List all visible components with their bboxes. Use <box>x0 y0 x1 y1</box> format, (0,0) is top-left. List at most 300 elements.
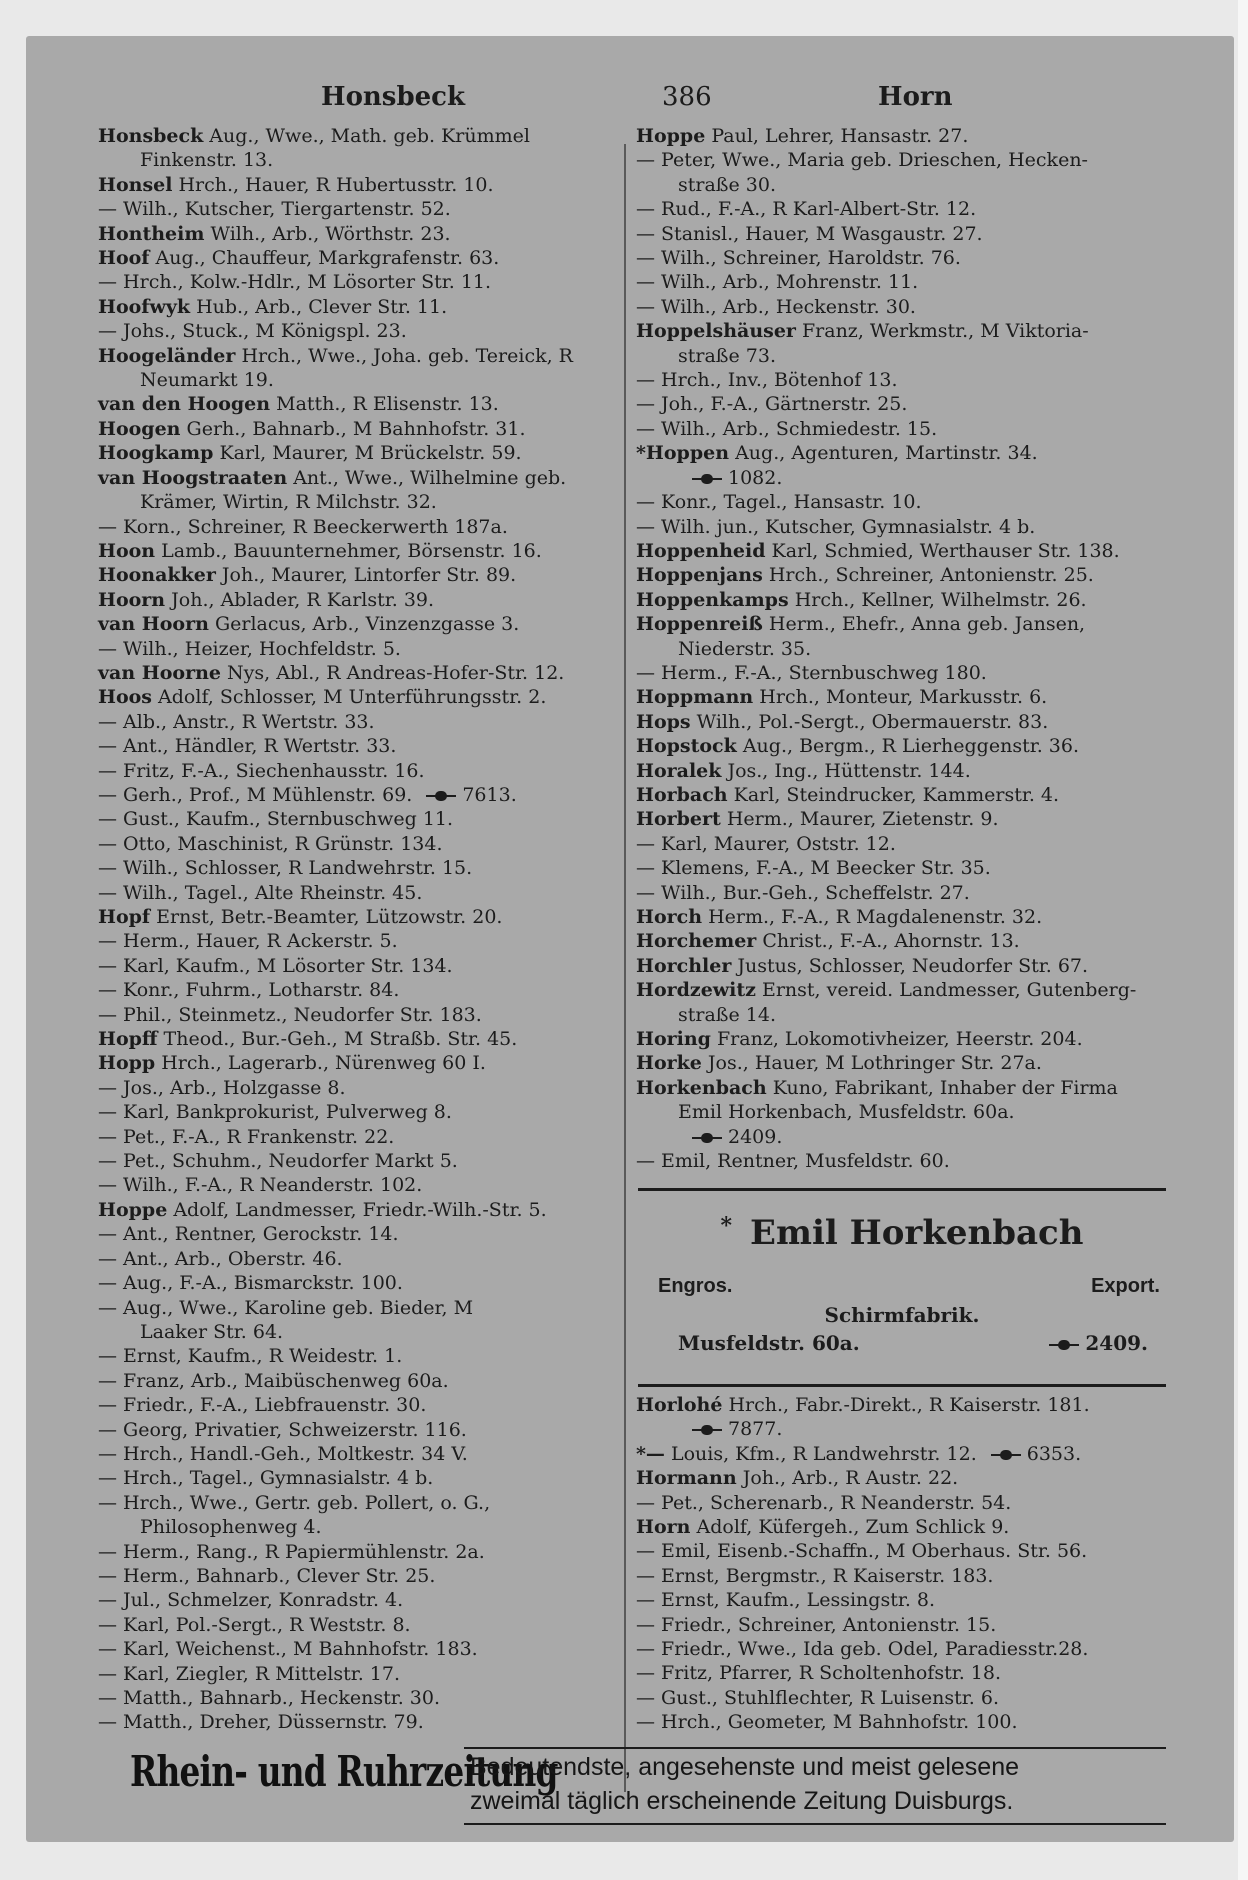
entry-details: — Alb., Anstr., R Wertstr. 33. <box>98 710 375 733</box>
footer-slogan-line2: zweimal täglich erscheinende Zeitung Duisburgs. <box>470 1787 1014 1815</box>
entry-phone: 7613. <box>462 783 517 806</box>
directory-entry <box>98 1491 643 1540</box>
entry-details: Aug., Wwe., Math. geb. Krümmel <box>203 125 530 147</box>
page-number: 386 <box>662 82 712 112</box>
entry-details: — Ernst, Kaufm., Lessingstr. 8. <box>636 1589 936 1612</box>
entry-details: — Korn., Schreiner, R Beeckerwerth 187a. <box>98 515 508 538</box>
directory-entry <box>636 1393 1166 1442</box>
entry-details: — Karl, Maurer, Oststr. 12. <box>636 832 896 855</box>
directory-entry <box>98 881 643 905</box>
directory-entry <box>98 1686 643 1710</box>
entry-details: — Herm., F.-A., Sternbuschweg 180. <box>636 661 987 684</box>
directory-entry <box>636 832 1166 856</box>
entry-name: Hopff <box>98 1028 158 1051</box>
directory-entry <box>98 1173 643 1197</box>
entry-name: Hoos <box>98 686 152 709</box>
directory-entry <box>98 929 643 953</box>
directory-entry <box>98 1369 643 1393</box>
entry-continuation: Neumarkt 19. <box>140 369 274 392</box>
directory-entry <box>98 685 643 709</box>
newspaper-logo: Rhein- und Ruhrzeitung <box>130 1747 558 1796</box>
ad-star: * <box>720 1213 733 1239</box>
entry-details: — Herm., Bahnarb., Clever Str. 25. <box>98 1564 436 1587</box>
entry-details: — Stanisl., Hauer, M Wasgaustr. 27. <box>636 222 983 245</box>
scan-edge <box>1238 0 1248 1880</box>
entry-details: Joh., Arb., R Austr. 22. <box>736 1467 959 1490</box>
header-left-title: Honsbeck <box>321 82 466 112</box>
directory-entry <box>636 124 1166 148</box>
entry-details: — Fritz, Pfarrer, R Scholtenhofstr. 18. <box>636 1662 1001 1685</box>
entry-details: Lamb., Bauunternehmer, Börsenstr. 16. <box>155 539 542 562</box>
ad-export: Export. <box>1091 1275 1160 1297</box>
directory-entry <box>636 710 1166 734</box>
directory-entry <box>98 1613 643 1637</box>
directory-entry <box>98 1637 643 1661</box>
entry-details: Christ., F.-A., Ahornstr. 13. <box>756 930 1020 953</box>
entry-details: Hrch., Monteur, Markusstr. 6. <box>753 686 1048 709</box>
directory-entry <box>636 246 1166 270</box>
directory-entry <box>98 1027 643 1051</box>
entry-details: — Ant., Händler, R Wertstr. 33. <box>98 735 397 758</box>
directory-entry <box>98 783 643 807</box>
entry-details: — Friedr., Wwe., Ida geb. Odel, Paradiesstr.28. <box>636 1638 1089 1661</box>
directory-entry <box>98 417 643 441</box>
entry-details: Joh., Ablader, R Karlstr. 39. <box>165 588 435 611</box>
entry-phone-line <box>636 466 1166 490</box>
entry-details: Louis, Kfm., R Landwehrstr. 12. <box>664 1442 977 1465</box>
directory-entry <box>636 807 1166 831</box>
directory-entry <box>98 539 643 563</box>
entry-details: — Friedr., Schreiner, Antonienstr. 15. <box>636 1613 997 1636</box>
entry-details: Hrch., Hauer, R Hubertusstr. 10. <box>172 173 494 196</box>
telephone-icon <box>692 1133 722 1143</box>
entry-details: — Gust., Stuhlflechter, R Luisenstr. 6. <box>636 1686 1000 1709</box>
entry-details: — Hrch., Wwe., Gertr. geb. Pollert, o. G., <box>98 1491 491 1514</box>
directory-entry <box>98 222 643 246</box>
entry-details: — Phil., Steinmetz., Neudorfer Str. 183. <box>98 1003 482 1026</box>
directory-entry <box>98 1418 643 1442</box>
column-divider <box>624 144 626 1792</box>
entry-details: Gerh., Bahnarb., M Bahnhofstr. 31. <box>180 417 526 440</box>
entry-name: Horn <box>636 1516 691 1539</box>
entry-details: — Joh., F.-A., Gärtnerstr. 25. <box>636 393 908 416</box>
directory-entry <box>98 1442 643 1466</box>
directory-entry <box>98 1149 643 1173</box>
entry-details: Theod., Bur.-Geh., M Straßb. Str. 45. <box>157 1028 518 1051</box>
entry-name: Horing <box>636 1028 711 1051</box>
entry-name: Hoppenreiß <box>636 613 763 636</box>
entry-name: Hontheim <box>98 222 205 245</box>
directory-entry <box>98 344 643 393</box>
entry-name: Horchemer <box>636 930 757 953</box>
ad-address: Musfeldstr. 60a. <box>678 1331 860 1355</box>
directory-entry <box>636 759 1166 783</box>
directory-entry <box>98 515 643 539</box>
entry-details: — Hrch., Tagel., Gymnasialstr. 4 b. <box>98 1467 434 1490</box>
telephone-icon <box>991 1450 1021 1460</box>
telephone-icon <box>1049 1340 1079 1350</box>
entry-name: Horbach <box>636 783 728 806</box>
directory-entry <box>98 1125 643 1149</box>
entry-details: — Wilh., Tagel., Alte Rheinstr. 45. <box>98 881 423 904</box>
entry-name: van den Hoogen <box>98 393 271 416</box>
entry-phone: 7877. <box>728 1418 783 1441</box>
footer-slogan-frame <box>464 1747 1166 1825</box>
entry-details: — Herm., Hauer, R Ackerstr. 5. <box>98 930 398 953</box>
directory-entry <box>98 1393 643 1417</box>
directory-entry <box>98 1710 643 1734</box>
entry-details: — Ernst, Kaufm., R Weidestr. 1. <box>98 1345 403 1368</box>
entry-details: — Aug., Wwe., Karoline geb. Bieder, M <box>98 1296 474 1319</box>
entry-continuation: Niederstr. 35. <box>678 637 812 660</box>
entry-name: Hoogkamp <box>98 442 214 465</box>
entry-details: — Pet., Scherenarb., R Neanderstr. 54. <box>636 1491 1012 1514</box>
directory-entry <box>98 637 643 661</box>
directory-entry <box>636 1515 1166 1539</box>
directory-entry <box>636 929 1166 953</box>
entry-details: — Jos., Arb., Holzgasse 8. <box>98 1076 346 1099</box>
entry-details: — Karl, Ziegler, R Mittelstr. 17. <box>98 1662 401 1685</box>
page-header <box>96 82 1176 122</box>
entry-name: *— <box>636 1442 665 1465</box>
entry-name: Honsel <box>98 173 173 196</box>
entry-details: Karl, Maurer, M Brückelstr. 59. <box>213 442 522 465</box>
entry-details: — Wilh. jun., Kutscher, Gymnasialstr. 4 b. <box>636 515 1036 538</box>
entry-details: — Johs., Stuck., M Königspl. 23. <box>98 320 407 343</box>
left-column <box>98 124 643 1735</box>
directory-entry <box>98 661 643 685</box>
directory-entry <box>98 1100 643 1124</box>
entry-details: — Wilh., Schlosser, R Landwehrstr. 15. <box>98 857 473 880</box>
entry-name: Hoon <box>98 539 156 562</box>
telephone-icon <box>426 791 456 801</box>
entry-details: — Matth., Dreher, Düssernstr. 79. <box>98 1711 424 1734</box>
entry-name: van Hoogstraaten <box>98 466 288 489</box>
directory-entry <box>98 1051 643 1075</box>
entry-details: Hrch., Wwe., Joha. geb. Tereick, R <box>235 344 573 367</box>
directory-entry <box>98 1466 643 1490</box>
entry-details: Aug., Chauffeur, Markgrafenstr. 63. <box>149 247 500 270</box>
directory-entry <box>98 124 643 173</box>
directory-entry <box>636 222 1166 246</box>
directory-entry <box>98 319 643 343</box>
directory-entry <box>636 515 1166 539</box>
directory-entry <box>98 612 643 636</box>
directory-entry <box>98 807 643 831</box>
advertisement-box <box>638 1191 1166 1381</box>
entry-details: Nys, Abl., R Andreas-Hofer-Str. 12. <box>221 661 565 684</box>
directory-entry <box>98 856 643 880</box>
entry-details: — Herm., Rang., R Papiermühlenstr. 2a. <box>98 1540 485 1563</box>
entry-details: — Ant., Arb., Oberstr. 46. <box>98 1247 343 1270</box>
directory-entry <box>636 856 1166 880</box>
entry-name: Hoof <box>98 247 150 270</box>
entry-details: — Klemens, F.-A., M Beecker Str. 35. <box>636 857 991 880</box>
entry-details: — Jul., Schmelzer, Konradstr. 4. <box>98 1589 404 1612</box>
entry-name: Horke <box>636 1052 702 1075</box>
entry-details: — Wilh., Arb., Mohrenstr. 11. <box>636 271 919 294</box>
directory-entry <box>98 734 643 758</box>
entry-details: — Gerh., Prof., M Mühlenstr. 69. <box>98 783 413 806</box>
entry-details: Karl, Steindrucker, Kammerstr. 4. <box>727 783 1060 806</box>
entry-details: — Wilh., Bur.-Geh., Scheffelstr. 27. <box>636 881 970 904</box>
directory-entry <box>98 1564 643 1588</box>
directory-entry <box>636 1491 1166 1515</box>
entry-details: Justus, Schlosser, Neudorfer Str. 67. <box>731 954 1089 977</box>
directory-entry <box>636 1710 1166 1734</box>
ad-phone-number: 2409. <box>1085 1331 1148 1355</box>
directory-entry <box>636 1027 1166 1051</box>
entry-name: Horbert <box>636 808 721 831</box>
entry-details: Matth., R Elisenstr. 13. <box>270 393 499 416</box>
directory-entry <box>98 1076 643 1100</box>
entry-details: — Pet., Schuhm., Neudorfer Markt 5. <box>98 1150 458 1173</box>
entry-details: — Wilh., F.-A., R Neanderstr. 102. <box>98 1174 423 1197</box>
ad-bottom-rule <box>638 1384 1166 1387</box>
telephone-icon <box>692 1425 722 1435</box>
entry-name: van Hoorne <box>98 661 221 684</box>
entry-details: Ernst, vereid. Landmesser, Gutenberg- <box>755 979 1137 1002</box>
entry-details: — Wilh., Schreiner, Haroldstr. 76. <box>636 247 961 270</box>
directory-entry <box>636 197 1166 221</box>
right-column-top <box>636 124 1166 1173</box>
entry-phone: 6353. <box>1026 1442 1082 1465</box>
ad-title <box>638 1213 1166 1253</box>
entry-details: — Gust., Kaufm., Sternbuschweg 11. <box>98 808 454 831</box>
directory-entry <box>636 1613 1166 1637</box>
entry-details: Adolf, Schlosser, M Unterführungsstr. 2. <box>152 686 547 709</box>
entry-details: — Karl, Bankprokurist, Pulverweg 8. <box>98 1101 452 1124</box>
entry-details: Gerlacus, Arb., Vinzenzgasse 3. <box>208 613 520 636</box>
entry-details: Kuno, Fabrikant, Inhaber der Firma <box>766 1076 1118 1099</box>
entry-details: — Fritz, F.-A., Siechenhausstr. 16. <box>98 759 425 782</box>
directory-entry <box>98 710 643 734</box>
entry-name: Hoppelshäuser <box>636 320 796 343</box>
directory-entry <box>636 417 1166 441</box>
entry-details: — Wilh., Kutscher, Tiergartenstr. 52. <box>98 198 451 221</box>
directory-entry <box>98 1198 643 1222</box>
entry-details: — Karl, Pol.-Sergt., R Weststr. 8. <box>98 1613 411 1636</box>
footer-slogan-line1: Bedeutendste, angesehenste und meist gelesene <box>470 1753 1020 1781</box>
entry-name: Hoppmann <box>636 686 754 709</box>
entry-details: — Otto, Maschinist, R Grünstr. 134. <box>98 832 443 855</box>
directory-entry <box>636 978 1166 1027</box>
entry-details: — Friedr., F.-A., Liebfrauenstr. 30. <box>98 1394 427 1417</box>
telephone-icon <box>692 474 722 484</box>
entry-details: Hrch., Schreiner, Antonienstr. 25. <box>762 564 1094 587</box>
directory-entry <box>636 270 1166 294</box>
entry-details: — Wilh., Arb., Schmiedestr. 15. <box>636 417 938 440</box>
entry-name: Hormann <box>636 1467 737 1490</box>
entry-continuation: Laaker Str. 64. <box>140 1320 284 1343</box>
directory-entry <box>98 1588 643 1612</box>
entry-continuation: straße 30. <box>678 173 776 196</box>
entry-details: — Aug., F.-A., Bismarckstr. 100. <box>98 1272 403 1295</box>
entry-details: — Peter, Wwe., Maria geb. Drieschen, Hecken- <box>636 149 1088 172</box>
entry-name: Horch <box>636 906 703 928</box>
directory-entry <box>636 539 1166 563</box>
directory-entry <box>98 441 643 465</box>
entry-name: Horkenbach <box>636 1076 767 1099</box>
directory-page <box>26 36 1234 1842</box>
ad-phone <box>1035 1331 1148 1355</box>
directory-entry <box>636 563 1166 587</box>
directory-entry <box>98 392 643 416</box>
entry-details: — Emil, Rentner, Musfeldstr. 60. <box>636 1150 950 1173</box>
directory-entry <box>98 295 643 319</box>
entry-details: — Karl, Kaufm., M Lösorter Str. 134. <box>98 954 453 977</box>
directory-entry <box>636 612 1166 661</box>
entry-details: — Hrch., Handl.-Geh., Moltkestr. 34 V. <box>98 1442 468 1465</box>
directory-entry <box>636 588 1166 612</box>
entry-details: Franz, Werkmstr., M Viktoria- <box>795 320 1089 343</box>
entry-details: — Hrch., Inv., Bötenhof 13. <box>636 369 898 392</box>
entry-details: — Konr., Fuhrm., Lotharstr. 84. <box>98 979 400 1002</box>
entry-details: — Wilh., Heizer, Hochfeldstr. 5. <box>98 637 401 660</box>
entry-name: Hoonakker <box>98 564 216 587</box>
directory-entry <box>98 978 643 1002</box>
entry-name: Hopp <box>98 1052 156 1075</box>
entry-details: Wilh., Arb., Wörthstr. 23. <box>204 222 451 245</box>
entry-details: Hrch., Kellner, Wilhelmstr. 26. <box>788 588 1087 611</box>
entry-details: — Konr., Tagel., Hansastr. 10. <box>636 491 922 514</box>
entry-details: — Hrch., Geometer, M Bahnhofstr. 100. <box>636 1711 1018 1734</box>
directory-entry <box>636 490 1166 514</box>
entry-continuation: straße 14. <box>678 1003 776 1026</box>
entry-name: Hordzewitz <box>636 979 756 1002</box>
entry-details: Herm., Ehefr., Anna geb. Jansen, <box>762 613 1086 636</box>
entry-phone-line <box>636 1125 1166 1149</box>
directory-entry <box>636 1149 1166 1173</box>
entry-details: Aug., Bergm., R Lierheggenstr. 36. <box>736 735 1079 758</box>
directory-entry <box>636 1661 1166 1685</box>
entry-details: Ernst, Betr.-Beamter, Lützowstr. 20. <box>150 906 503 928</box>
entry-details: Adolf, Landmesser, Friedr.-Wilh.-Str. 5. <box>167 1198 547 1221</box>
directory-entry <box>98 197 643 221</box>
ad-product: Schirmfabrik. <box>824 1303 980 1327</box>
directory-entry <box>98 1344 643 1368</box>
entry-details: — Karl, Weichenst., M Bahnhofstr. 183. <box>98 1638 478 1661</box>
entry-name: Hoppenkamps <box>636 588 789 611</box>
directory-entry <box>636 148 1166 197</box>
entry-name: Honsbeck <box>98 125 204 147</box>
directory-entry <box>636 954 1166 978</box>
entry-details: Herm., Maurer, Zietenstr. 9. <box>720 808 999 831</box>
entry-details: Jos., Ing., Hüttenstr. 144. <box>721 759 971 782</box>
directory-entry <box>636 661 1166 685</box>
directory-entry <box>98 563 643 587</box>
entry-name: van Hoorn <box>98 613 209 636</box>
directory-entry <box>636 1442 1166 1466</box>
directory-entry <box>98 270 643 294</box>
entry-details: — Ant., Rentner, Gerockstr. 14. <box>98 1223 399 1246</box>
directory-entry <box>98 832 643 856</box>
entry-name: Hoppenheid <box>636 539 766 562</box>
entry-name: Hoogen <box>98 417 181 440</box>
directory-entry <box>636 1637 1166 1661</box>
directory-entry <box>98 1222 643 1246</box>
entry-phone: 1082. <box>728 466 783 489</box>
entry-details: — Pet., F.-A., R Frankenstr. 22. <box>98 1125 395 1148</box>
directory-entry <box>98 1271 643 1295</box>
footer-advertisement <box>90 1741 1180 1827</box>
ad-company-name: Emil Horkenbach <box>750 1213 1084 1253</box>
page-content <box>26 36 1234 1842</box>
entry-details: — Georg, Privatier, Schweizerstr. 116. <box>98 1418 467 1441</box>
entry-name: Hoogeländer <box>98 344 236 367</box>
directory-entry <box>98 759 643 783</box>
entry-details: Wilh., Pol.-Sergt., Obermauerstr. 83. <box>690 710 1049 733</box>
directory-entry <box>98 246 643 270</box>
directory-entry <box>636 441 1166 490</box>
entry-details: — Ernst, Bergmstr., R Kaiserstr. 183. <box>636 1564 994 1587</box>
header-right-title: Horn <box>878 82 953 112</box>
entry-details: Hub., Arb., Clever Str. 11. <box>190 295 448 318</box>
entry-name: Horalek <box>636 759 722 782</box>
entry-details: — Wilh., Arb., Heckenstr. 30. <box>636 295 916 318</box>
entry-details: Hrch., Lagerarb., Nürenweg 60 I. <box>155 1052 486 1075</box>
directory-entry <box>636 1076 1166 1149</box>
entry-continuation: Krämer, Wirtin, R Milchstr. 32. <box>140 491 437 514</box>
directory-entry <box>636 295 1166 319</box>
entry-name: Hoorn <box>98 588 166 611</box>
directory-entry <box>636 1588 1166 1612</box>
entry-details: Joh., Maurer, Lintorfer Str. 89. <box>215 564 517 587</box>
entry-details: Franz, Lokomotivheizer, Heerstr. 204. <box>710 1028 1083 1051</box>
directory-entry <box>636 1051 1166 1075</box>
entry-continuation: Philosophenweg 4. <box>140 1516 322 1539</box>
directory-entry <box>636 734 1166 758</box>
entry-continuation: Finkenstr. 13. <box>140 149 274 172</box>
entry-details: Adolf, Küfergeh., Zum Schlick 9. <box>690 1516 1010 1539</box>
entry-details: Paul, Lehrer, Hansastr. 27. <box>705 125 969 147</box>
entry-details: Ant., Wwe., Wilhelmine geb. <box>287 466 567 489</box>
directory-entry <box>98 1247 643 1271</box>
directory-entry <box>636 1564 1166 1588</box>
entry-name: *Hoppen <box>636 442 730 465</box>
directory-entry <box>636 783 1166 807</box>
entry-details: — Hrch., Kolw.-Hdlr., M Lösorter Str. 11. <box>98 271 492 294</box>
right-column-bottom <box>636 1393 1166 1735</box>
entry-details: Aug., Agenturen, Martinstr. 34. <box>729 442 1038 465</box>
entry-name: Horlohé <box>636 1394 723 1416</box>
entry-continuation: Emil Horkenbach, Musfeldstr. 60a. <box>678 1101 1015 1124</box>
directory-entry <box>98 905 643 929</box>
directory-entry <box>636 881 1166 905</box>
directory-entry <box>98 173 643 197</box>
directory-entry <box>636 319 1166 368</box>
entry-name: Hops <box>636 710 691 733</box>
directory-entry <box>98 1662 643 1686</box>
directory-entry <box>636 392 1166 416</box>
directory-entry <box>636 1686 1166 1710</box>
entry-phone-line <box>636 1417 1166 1441</box>
directory-entry <box>98 466 643 515</box>
ad-engros: Engros. <box>658 1275 733 1297</box>
entry-name: Hoppe <box>636 125 706 147</box>
entry-details: — Matth., Bahnarb., Heckenstr. 30. <box>98 1687 441 1709</box>
directory-entry <box>98 954 643 978</box>
directory-entry <box>636 685 1166 709</box>
entry-details: Jos., Hauer, M Lothringer Str. 27a. <box>701 1052 1042 1075</box>
directory-entry <box>636 1539 1166 1563</box>
entry-details: Herm., F.-A., R Magdalenenstr. 32. <box>702 906 1043 928</box>
entry-details: — Franz, Arb., Maibüschenweg 60a. <box>98 1369 449 1392</box>
directory-entry <box>98 1296 643 1345</box>
directory-entry <box>98 1540 643 1564</box>
directory-entry <box>98 1003 643 1027</box>
entry-details: Karl, Schmied, Werthauser Str. 138. <box>765 539 1120 562</box>
